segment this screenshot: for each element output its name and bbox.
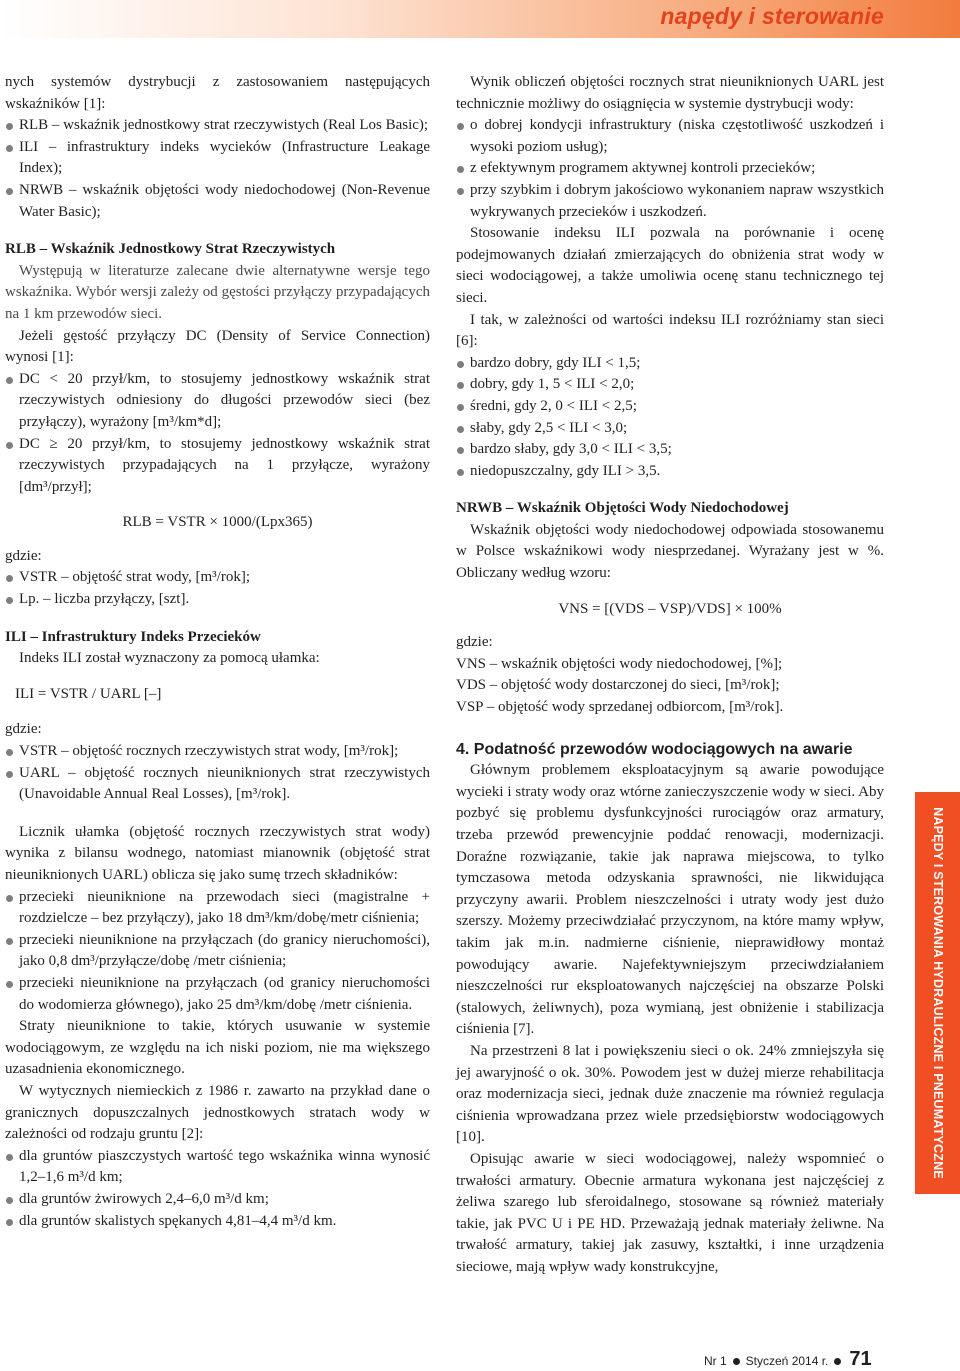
left-column [5,72,430,1232]
nrwb-where-item: VSP – objętość wody sprzedanej odbiorcom, [m³/rok]. [456,699,784,716]
side-tab-label: NAPĘDY I STEROWANIA HYDRAULICZNE I PNEUMATYCZNE [931,807,945,1179]
where-label: gdzie: [5,721,42,738]
soil-item: dla gruntów piaszczystych wartość tego wskaźnika winna wynosić 1,2–1,6 m³/d km; [5,1146,430,1189]
indicator-item: RLB – wskaźnik jednostkowy strat rzeczywistych (Real Los Basic); [5,115,430,137]
nrwb-formula: VNS = [(VDS – VSP)/VDS] × 100% [558,600,782,617]
rlb-paragraph-1: Występują w literaturze zalecane dwie alternatywne wersje tego wskaźnika. Wybór wersji zależy od gęstości przyłączy przypadających na 1 km przewodów sieci. [5,262,430,322]
soil-item: dla gruntów skalistych spękanych 4,81–4,4 m³/d km. [5,1211,430,1233]
bullet-dot-icon [733,1358,740,1365]
section-4-paragraph-1: Głównym problemem eksploatacyjnym są awarie powodujące wycieki i straty wody oraz wtórne zanieczyszczenie wody w sieci. Aby pozbyć się problemu dysfunkcyjności rurociągów oraz armatury, trzeba przewód prewencyjnie poddać renowacji, modernizacji. Doraźne rozwiązanie, takie jak naprawa miejscowa, to tylko tymczasowa metoda odzyskania sprawności, nie likwidująca przyczyny awarii. Problem nieszczelności i utraty wody jest dużo szerszy. Możemy przeciwdziałać przyczynom, na które mamy wpływ, takim jak m.in. nadmierne ciśnienie, nieprawidłowy montaż powodujący awarie. Najefektywniejszym przeciwdziałaniem nieszczelności rur eksploatowanych najczęściej na obszarze Polski (stalowych, żeliwnych), poza wymianą, jest obniżenie i stabilizacja ciśnienia [7]. [456,762,884,1038]
nrwb-paragraph: Wskaźnik objętości wody niedochodowej odpowiada stosowanemu w Polsce wskaźnikowi wody niesprzedanej. Wyrażany jest w %. Obliczany według wzoru: [456,521,884,582]
wytyczne-paragraph: W wytycznych niemieckich z 1986 r. zawarto na przykład dane o granicznych dopuszczalnych jednostkowych stratach wody w zależności od rodzaju gruntu [2]: [5,1082,430,1143]
itak-paragraph: I tak, w zależności od wartości indeksu ILI rozróżniamy stan sieci [6]: [456,311,884,350]
state-item: bardzo dobry, gdy ILI < 1,5; [456,353,884,375]
straty-paragraph: Straty nieuniknione to takie, których usuwanie w systemie wodociągowym, ze względu na ich niski poziom, nie ma większego uzasadnienia ekonomicznego. [5,1018,430,1078]
ili-heading: ILI – Infrastruktury Indeks Przecieków [5,628,261,645]
dc-item: DC ≥ 20 przył/km, to stosujemy jednostkowy wskaźnik strat rzeczywistych przypadających na 1 przyłącze, wyrażony [dm³/przył]; [5,434,430,499]
soil-item: dla gruntów żwirowych 2,4–6,0 m³/d km; [5,1189,430,1211]
right-column [456,72,884,1278]
rlb-where-item: Lp. – liczba przyłączy, [szt]. [5,589,430,611]
wynik-paragraph: Wynik obliczeń objętości rocznych strat nieuniknionych UARL jest technicznie możliwy do osiągnięcia w systemie dystrybucji wody: [456,74,884,112]
ili-paragraph: Indeks ILI został wyznaczony za pomocą ułamka: [19,650,320,667]
nrwb-where-item: VDS – objętość wody dostarczonej do sieci, [m³/rok]; [456,677,780,694]
section-4-paragraph-2: Na przestrzeni 8 lat i powiększeniu sieci o ok. 24% zmniejszyła się jej awaryjność o ok. 30%. Powodem jest w dużej mierze rehabilitacja oraz modernizacja sieci, jednak duże znaczenie ma również regulacja ciśnienia wprowadzana przez wiele przedsiębiorstw wodociągowych [10]. [456,1042,884,1146]
state-item: bardzo słaby, gdy 3,0 < ILI < 3,5; [456,439,884,461]
page-number: 71 [849,1348,872,1370]
footer [704,1348,872,1371]
where-label: gdzie: [456,634,493,651]
licznik-paragraph: Licznik ułamka (objętość rocznych rzeczywistych strat wody) wynika z bilansu wodnego, natomiast mianownik (objętość strat nieuniknionych UARL) oblicza się jako sumę trzech składników: [5,823,430,883]
where-label: gdzie: [5,547,42,564]
component-item: przecieki nieuniknione na przyłączach (do granicy nieruchomości), jako 0,8 dm³/przyłącze/dobę /metr ciśnienia; [5,930,430,973]
state-item: słaby, gdy 2,5 < ILI < 3,0; [456,418,884,440]
condition-item: z efektywnym programem aktywnej kontroli przecieków; [456,158,884,180]
nrwb-where-item: VNS – wskaźnik objętości wody niedochodowej, [%]; [456,655,783,672]
header-title: napędy i sterowanie [660,3,884,29]
component-item: przecieki nieuniknione na przewodach sieci (magistralne + rozdzielcze – bez przyłączy), jako 18 dm³/km/dobę/metr ciśnienia; [5,887,430,930]
condition-item: o dobrej kondycji infrastruktury (niska częstotliwość uszkodzeń i wysoki poziom usług); [456,115,884,158]
rlb-formula: RLB = VSTR × 1000/(Lpx365) [122,514,313,531]
rlb-paragraph-2: Jeżeli gęstość przyłączy DC (Density of Service Connection) wynosi [1]: [5,327,430,366]
ili-formula: ILI = VSTR / UARL [–] [15,685,162,702]
issue-date: Styczeń 2014 r. [745,1354,829,1368]
indicator-item: NRWB – wskaźnik objętości wody niedochodowej (Non-Revenue Water Basic); [5,180,430,223]
issue-number: Nr 1 [704,1354,727,1368]
state-item: niedopuszczalny, gdy ILI > 3,5. [456,461,884,483]
state-item: średni, gdy 2, 0 < ILI < 2,5; [456,396,884,418]
ili-where-item: UARL – objętość rocznych nieuniknionych strat rzeczywistych (Unavoidable Annual Real Losses), [m³/rok]. [5,763,430,806]
intro-paragraph: nych systemów dystrybucji z zastosowaniem następujących wskaźników [1]: [5,74,430,112]
rlb-where-item: VSTR – objętość strat wody, [m³/rok]; [5,567,430,589]
bullet-dot-icon [834,1358,841,1365]
condition-item: przy szybkim i dobrym jakościowo wykonaniem napraw wszystkich wykrywanych przecieków i uszkodzeń. [456,180,884,223]
state-item: dobry, gdy 1, 5 < ILI < 2,0; [456,374,884,396]
nrwb-heading: NRWB – Wskaźnik Objętości Wody Niedochodowej [456,500,789,517]
rlb-heading: RLB – Wskaźnik Jednostkowy Strat Rzeczywistych [5,241,336,258]
dc-item: DC < 20 przył/km, to stosujemy jednostkowy wskaźnik strat rzeczywistych odniesiony do długości przewodów sieci (bez przyłączy), wyrażony [m³/km*d]; [5,369,430,434]
component-item: przecieki nieuniknione na przyłączach (od granicy nieruchomości do wodomierza głównego), jako 25 dm³/km/dobę /metr ciśnienia. [5,973,430,1016]
indicator-item: ILI – infrastruktury indeks wycieków (Infrastructure Leakage Index); [5,137,430,180]
section-4-title: 4. Podatność przewodów wodociągowych na awarie [456,740,853,758]
ili-where-item: VSTR – objętość rocznych rzeczywistych strat wody, [m³/rok]; [5,741,430,763]
stosowanie-paragraph: Stosowanie indeksu ILI pozwala na porównanie i ocenę podejmowanych działań zmierzających do obniżenia strat wody w sieci wodociągowej, a także umoliwia ocenę stanu technicznego tej sieci. [456,225,884,306]
section-4-paragraph-3: Opisując awarie w sieci wodociągowej, należy wspomnieć o trwałości armatury. Obecnie armatura wykonana jest najczęściej z żeliwa szarego lub sferoidalnego, stosowane są również materiały takie, jak PVC U i PE HD. Przeważają jednak materiały żeliwne. Na trwałość armatury, takiej jak zasuwy, kształtki, i inne urządzenia sieciowe, mają wpływ wady konstrukcyjne, [456,1150,884,1275]
side-tab [915,792,960,1194]
